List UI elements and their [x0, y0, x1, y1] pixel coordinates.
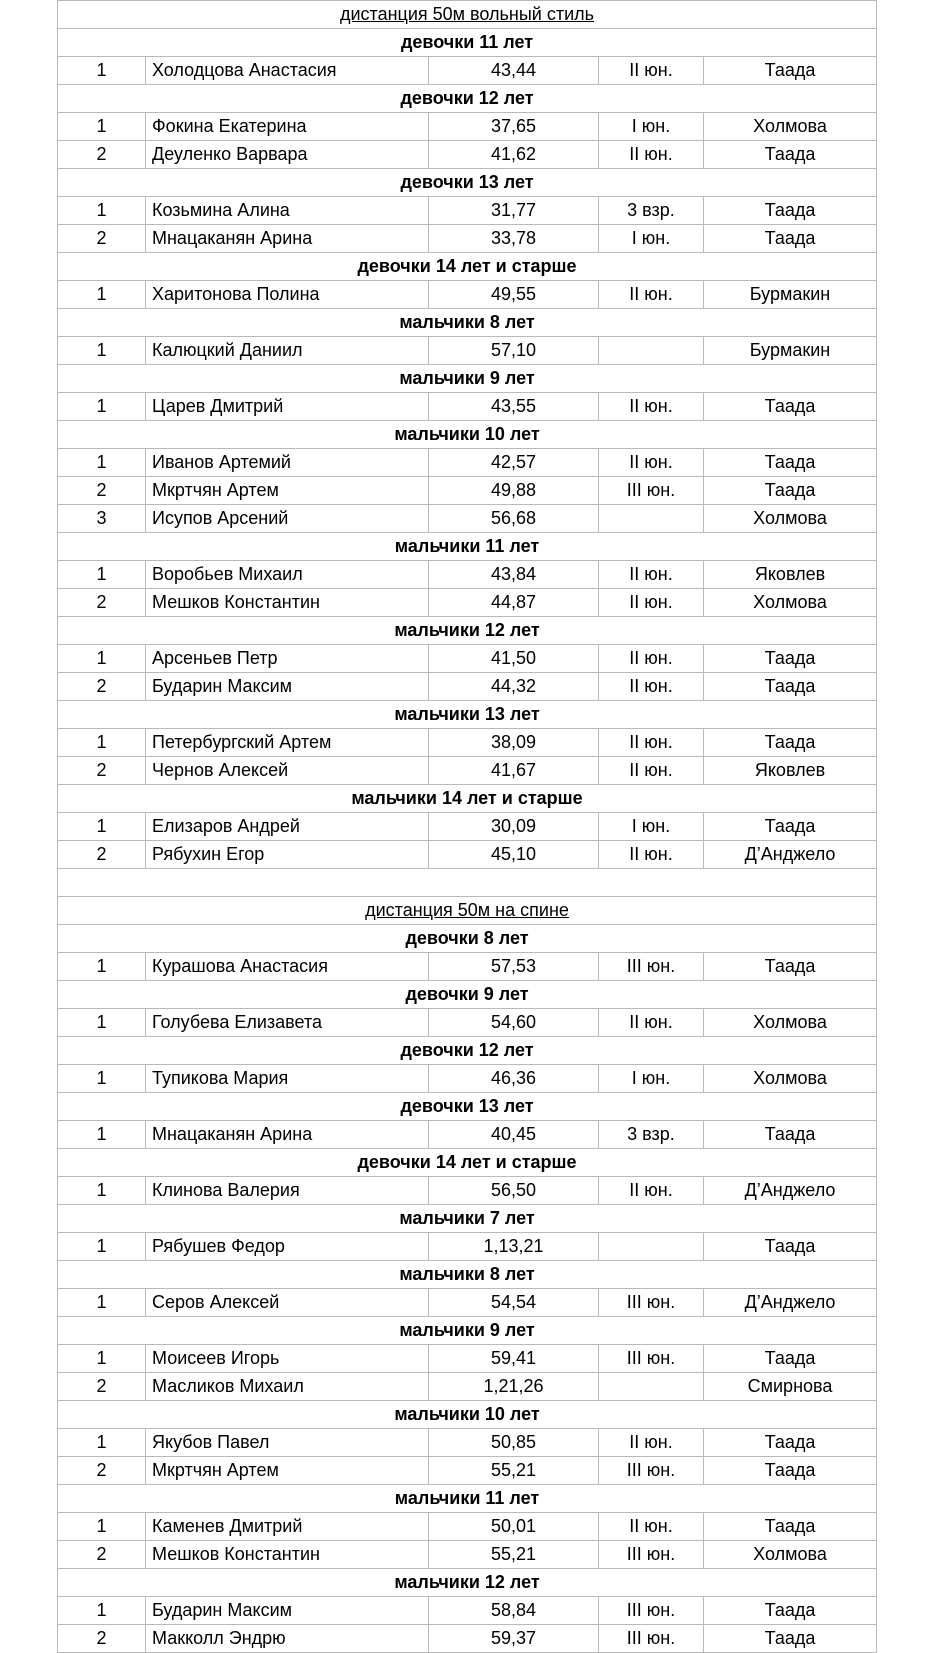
athlete-name-cell: Козьмина Алина — [146, 197, 429, 225]
result-row — [58, 141, 877, 169]
place-cell: 1 — [58, 1429, 146, 1457]
time-cell: 55,21 — [429, 1541, 599, 1569]
place-cell: 2 — [58, 225, 146, 253]
group-title: девочки 12 лет — [58, 1037, 877, 1065]
athlete-name-cell: Воробьев Михаил — [146, 561, 429, 589]
group-title: девочки 11 лет — [58, 29, 877, 57]
group-title: мальчики 12 лет — [58, 617, 877, 645]
group-header-row — [58, 1149, 877, 1177]
time-cell: 40,45 — [429, 1121, 599, 1149]
coach-cell: Таада — [704, 197, 877, 225]
athlete-name-cell: Курашова Анастасия — [146, 953, 429, 981]
results-sheet — [57, 0, 876, 1653]
time-cell: 37,65 — [429, 113, 599, 141]
group-header-row — [58, 309, 877, 337]
coach-cell: Смирнова — [704, 1373, 877, 1401]
result-row — [58, 1009, 877, 1037]
result-row — [58, 1065, 877, 1093]
time-cell: 54,54 — [429, 1289, 599, 1317]
rank-cell — [599, 337, 704, 365]
place-cell: 2 — [58, 589, 146, 617]
coach-cell: Таада — [704, 1457, 877, 1485]
group-header-row — [58, 701, 877, 729]
rank-cell: III юн. — [599, 1457, 704, 1485]
result-row — [58, 1513, 877, 1541]
time-cell: 56,68 — [429, 505, 599, 533]
athlete-name-cell: Арсеньев Петр — [146, 645, 429, 673]
coach-cell: Таада — [704, 1625, 877, 1653]
rank-cell: 3 взр. — [599, 1121, 704, 1149]
result-row — [58, 281, 877, 309]
result-row — [58, 505, 877, 533]
rank-cell: II юн. — [599, 1513, 704, 1541]
group-title: девочки 12 лет — [58, 85, 877, 113]
time-cell: 57,10 — [429, 337, 599, 365]
group-header-row — [58, 169, 877, 197]
coach-cell: Холмова — [704, 1009, 877, 1037]
group-header-row — [58, 1485, 877, 1513]
section-title: дистанция 50м на спине — [365, 900, 569, 920]
athlete-name-cell: Мнацаканян Арина — [146, 1121, 429, 1149]
coach-cell: Холмова — [704, 1065, 877, 1093]
time-cell: 57,53 — [429, 953, 599, 981]
place-cell: 1 — [58, 1289, 146, 1317]
coach-cell: Таада — [704, 1513, 877, 1541]
time-cell: 31,77 — [429, 197, 599, 225]
result-row — [58, 225, 877, 253]
rank-cell: II юн. — [599, 589, 704, 617]
time-cell: 33,78 — [429, 225, 599, 253]
time-cell: 55,21 — [429, 1457, 599, 1485]
athlete-name-cell: Царев Дмитрий — [146, 393, 429, 421]
section-title: дистанция 50м вольный стиль — [340, 4, 595, 24]
time-cell: 56,50 — [429, 1177, 599, 1205]
coach-cell: Таада — [704, 1233, 877, 1261]
athlete-name-cell: Каменев Дмитрий — [146, 1513, 429, 1541]
athlete-name-cell: Макколл Эндрю — [146, 1625, 429, 1653]
rank-cell: I юн. — [599, 1065, 704, 1093]
group-header-row — [58, 1569, 877, 1597]
time-cell: 30,09 — [429, 813, 599, 841]
coach-cell: Холмова — [704, 589, 877, 617]
group-title: девочки 14 лет и старше — [58, 1149, 877, 1177]
rank-cell: II юн. — [599, 729, 704, 757]
place-cell: 1 — [58, 1513, 146, 1541]
group-header-row — [58, 421, 877, 449]
coach-cell: Бурмакин — [704, 337, 877, 365]
athlete-name-cell: Якубов Павел — [146, 1429, 429, 1457]
time-cell: 58,84 — [429, 1597, 599, 1625]
result-row — [58, 757, 877, 785]
group-header-row — [58, 981, 877, 1009]
group-title: мальчики 11 лет — [58, 1485, 877, 1513]
time-cell: 49,55 — [429, 281, 599, 309]
group-header-row — [58, 1037, 877, 1065]
rank-cell: II юн. — [599, 841, 704, 869]
coach-cell: Холмова — [704, 505, 877, 533]
place-cell: 1 — [58, 1121, 146, 1149]
athlete-name-cell: Голубева Елизавета — [146, 1009, 429, 1037]
rank-cell: II юн. — [599, 57, 704, 85]
athlete-name-cell: Рябушев Федор — [146, 1233, 429, 1261]
time-cell: 41,62 — [429, 141, 599, 169]
rank-cell: II юн. — [599, 393, 704, 421]
place-cell: 1 — [58, 197, 146, 225]
time-cell: 1,21,26 — [429, 1373, 599, 1401]
time-cell: 43,44 — [429, 57, 599, 85]
rank-cell: III юн. — [599, 1289, 704, 1317]
place-cell: 1 — [58, 645, 146, 673]
coach-cell: Таада — [704, 1121, 877, 1149]
place-cell: 2 — [58, 1457, 146, 1485]
section-title-row — [58, 1, 877, 29]
coach-cell: Таада — [704, 1597, 877, 1625]
group-title: мальчики 12 лет — [58, 1569, 877, 1597]
group-header-row — [58, 925, 877, 953]
group-header-row — [58, 85, 877, 113]
group-title: мальчики 14 лет и старше — [58, 785, 877, 813]
spacer-row — [58, 869, 877, 897]
time-cell: 41,67 — [429, 757, 599, 785]
coach-cell: Д’Анджело — [704, 1177, 877, 1205]
time-cell: 59,41 — [429, 1345, 599, 1373]
group-header-row — [58, 1317, 877, 1345]
time-cell: 42,57 — [429, 449, 599, 477]
rank-cell: III юн. — [599, 1541, 704, 1569]
coach-cell: Яковлев — [704, 561, 877, 589]
group-title: мальчики 11 лет — [58, 533, 877, 561]
coach-cell: Д’Анджело — [704, 841, 877, 869]
group-title: мальчики 9 лет — [58, 1317, 877, 1345]
athlete-name-cell: Мнацаканян Арина — [146, 225, 429, 253]
group-title: мальчики 8 лет — [58, 1261, 877, 1289]
result-row — [58, 589, 877, 617]
rank-cell: III юн. — [599, 1625, 704, 1653]
group-title: девочки 14 лет и старше — [58, 253, 877, 281]
rank-cell — [599, 1373, 704, 1401]
time-cell: 41,50 — [429, 645, 599, 673]
place-cell: 1 — [58, 337, 146, 365]
coach-cell: Таада — [704, 953, 877, 981]
group-title: мальчики 9 лет — [58, 365, 877, 393]
rank-cell: I юн. — [599, 225, 704, 253]
athlete-name-cell: Петербургский Артем — [146, 729, 429, 757]
place-cell: 1 — [58, 1065, 146, 1093]
place-cell: 1 — [58, 813, 146, 841]
coach-cell: Таада — [704, 1345, 877, 1373]
athlete-name-cell: Мкртчян Артем — [146, 477, 429, 505]
rank-cell — [599, 1233, 704, 1261]
place-cell: 1 — [58, 1177, 146, 1205]
result-row — [58, 393, 877, 421]
blank-cell — [58, 869, 877, 897]
result-row — [58, 1345, 877, 1373]
section-title-cell — [58, 1, 877, 29]
rank-cell: III юн. — [599, 1597, 704, 1625]
results-table-body — [58, 1, 877, 1653]
group-header-row — [58, 1261, 877, 1289]
time-cell: 50,85 — [429, 1429, 599, 1457]
result-row — [58, 1177, 877, 1205]
coach-cell: Таада — [704, 673, 877, 701]
group-title: девочки 9 лет — [58, 981, 877, 1009]
section-title-cell — [58, 897, 877, 925]
athlete-name-cell: Иванов Артемий — [146, 449, 429, 477]
result-row — [58, 1625, 877, 1653]
group-header-row — [58, 1093, 877, 1121]
rank-cell: II юн. — [599, 1009, 704, 1037]
athlete-name-cell: Мкртчян Артем — [146, 1457, 429, 1485]
time-cell: 43,84 — [429, 561, 599, 589]
coach-cell: Таада — [704, 393, 877, 421]
rank-cell: II юн. — [599, 1177, 704, 1205]
place-cell: 1 — [58, 57, 146, 85]
coach-cell: Таада — [704, 1429, 877, 1457]
rank-cell: II юн. — [599, 561, 704, 589]
result-row — [58, 1429, 877, 1457]
coach-cell: Яковлев — [704, 757, 877, 785]
result-row — [58, 113, 877, 141]
athlete-name-cell: Клинова Валерия — [146, 1177, 429, 1205]
place-cell: 1 — [58, 1233, 146, 1261]
place-cell: 2 — [58, 841, 146, 869]
place-cell: 3 — [58, 505, 146, 533]
group-title: девочки 13 лет — [58, 169, 877, 197]
rank-cell: I юн. — [599, 813, 704, 841]
athlete-name-cell: Мешков Константин — [146, 1541, 429, 1569]
time-cell: 44,32 — [429, 673, 599, 701]
athlete-name-cell: Деуленко Варвара — [146, 141, 429, 169]
place-cell: 1 — [58, 1345, 146, 1373]
athlete-name-cell: Исупов Арсений — [146, 505, 429, 533]
result-row — [58, 1373, 877, 1401]
rank-cell: II юн. — [599, 1429, 704, 1457]
result-row — [58, 841, 877, 869]
time-cell: 49,88 — [429, 477, 599, 505]
place-cell: 2 — [58, 477, 146, 505]
coach-cell: Таада — [704, 729, 877, 757]
group-header-row — [58, 533, 877, 561]
coach-cell: Холмова — [704, 113, 877, 141]
place-cell: 1 — [58, 953, 146, 981]
rank-cell: III юн. — [599, 953, 704, 981]
group-header-row — [58, 1205, 877, 1233]
place-cell: 2 — [58, 757, 146, 785]
place-cell: 1 — [58, 281, 146, 309]
result-row — [58, 1457, 877, 1485]
result-row — [58, 197, 877, 225]
athlete-name-cell: Холодцова Анастасия — [146, 57, 429, 85]
group-title: мальчики 10 лет — [58, 421, 877, 449]
group-title: мальчики 10 лет — [58, 1401, 877, 1429]
group-header-row — [58, 617, 877, 645]
section-title-row — [58, 897, 877, 925]
time-cell: 43,55 — [429, 393, 599, 421]
group-title: мальчики 7 лет — [58, 1205, 877, 1233]
athlete-name-cell: Фокина Екатерина — [146, 113, 429, 141]
rank-cell: II юн. — [599, 449, 704, 477]
coach-cell: Бурмакин — [704, 281, 877, 309]
rank-cell: II юн. — [599, 281, 704, 309]
place-cell: 2 — [58, 1373, 146, 1401]
rank-cell: II юн. — [599, 757, 704, 785]
result-row — [58, 645, 877, 673]
result-row — [58, 449, 877, 477]
result-row — [58, 477, 877, 505]
rank-cell: III юн. — [599, 477, 704, 505]
result-row — [58, 1289, 877, 1317]
result-row — [58, 1597, 877, 1625]
results-table — [57, 0, 877, 1653]
rank-cell: I юн. — [599, 113, 704, 141]
group-title: мальчики 13 лет — [58, 701, 877, 729]
athlete-name-cell: Бударин Максим — [146, 673, 429, 701]
athlete-name-cell: Масликов Михаил — [146, 1373, 429, 1401]
place-cell: 1 — [58, 113, 146, 141]
place-cell: 1 — [58, 561, 146, 589]
group-header-row — [58, 365, 877, 393]
athlete-name-cell: Чернов Алексей — [146, 757, 429, 785]
time-cell: 50,01 — [429, 1513, 599, 1541]
athlete-name-cell: Бударин Максим — [146, 1597, 429, 1625]
group-header-row — [58, 1401, 877, 1429]
group-header-row — [58, 785, 877, 813]
athlete-name-cell: Моисеев Игорь — [146, 1345, 429, 1373]
result-row — [58, 57, 877, 85]
place-cell: 1 — [58, 449, 146, 477]
athlete-name-cell: Рябухин Егор — [146, 841, 429, 869]
group-header-row — [58, 29, 877, 57]
result-row — [58, 729, 877, 757]
place-cell: 1 — [58, 1009, 146, 1037]
result-row — [58, 1121, 877, 1149]
coach-cell: Таада — [704, 225, 877, 253]
result-row — [58, 673, 877, 701]
coach-cell: Таада — [704, 645, 877, 673]
athlete-name-cell: Тупикова Мария — [146, 1065, 429, 1093]
time-cell: 44,87 — [429, 589, 599, 617]
result-row — [58, 953, 877, 981]
group-title: девочки 13 лет — [58, 1093, 877, 1121]
rank-cell — [599, 505, 704, 533]
coach-cell: Таада — [704, 813, 877, 841]
athlete-name-cell: Калюцкий Даниил — [146, 337, 429, 365]
result-row — [58, 561, 877, 589]
time-cell: 59,37 — [429, 1625, 599, 1653]
coach-cell: Д’Анджело — [704, 1289, 877, 1317]
place-cell: 2 — [58, 1541, 146, 1569]
athlete-name-cell: Мешков Константин — [146, 589, 429, 617]
athlete-name-cell: Харитонова Полина — [146, 281, 429, 309]
result-row — [58, 337, 877, 365]
coach-cell: Таада — [704, 57, 877, 85]
time-cell: 38,09 — [429, 729, 599, 757]
rank-cell: II юн. — [599, 645, 704, 673]
athlete-name-cell: Елизаров Андрей — [146, 813, 429, 841]
group-title: мальчики 8 лет — [58, 309, 877, 337]
time-cell: 46,36 — [429, 1065, 599, 1093]
rank-cell: III юн. — [599, 1345, 704, 1373]
result-row — [58, 813, 877, 841]
place-cell: 2 — [58, 673, 146, 701]
result-row — [58, 1233, 877, 1261]
time-cell: 54,60 — [429, 1009, 599, 1037]
place-cell: 2 — [58, 141, 146, 169]
rank-cell: 3 взр. — [599, 197, 704, 225]
coach-cell: Холмова — [704, 1541, 877, 1569]
rank-cell: II юн. — [599, 141, 704, 169]
coach-cell: Таада — [704, 449, 877, 477]
time-cell: 1,13,21 — [429, 1233, 599, 1261]
athlete-name-cell: Серов Алексей — [146, 1289, 429, 1317]
coach-cell: Таада — [704, 141, 877, 169]
rank-cell: II юн. — [599, 673, 704, 701]
coach-cell: Таада — [704, 477, 877, 505]
place-cell: 2 — [58, 1625, 146, 1653]
place-cell: 1 — [58, 393, 146, 421]
time-cell: 45,10 — [429, 841, 599, 869]
result-row — [58, 1541, 877, 1569]
group-title: девочки 8 лет — [58, 925, 877, 953]
place-cell: 1 — [58, 729, 146, 757]
group-header-row — [58, 253, 877, 281]
place-cell: 1 — [58, 1597, 146, 1625]
